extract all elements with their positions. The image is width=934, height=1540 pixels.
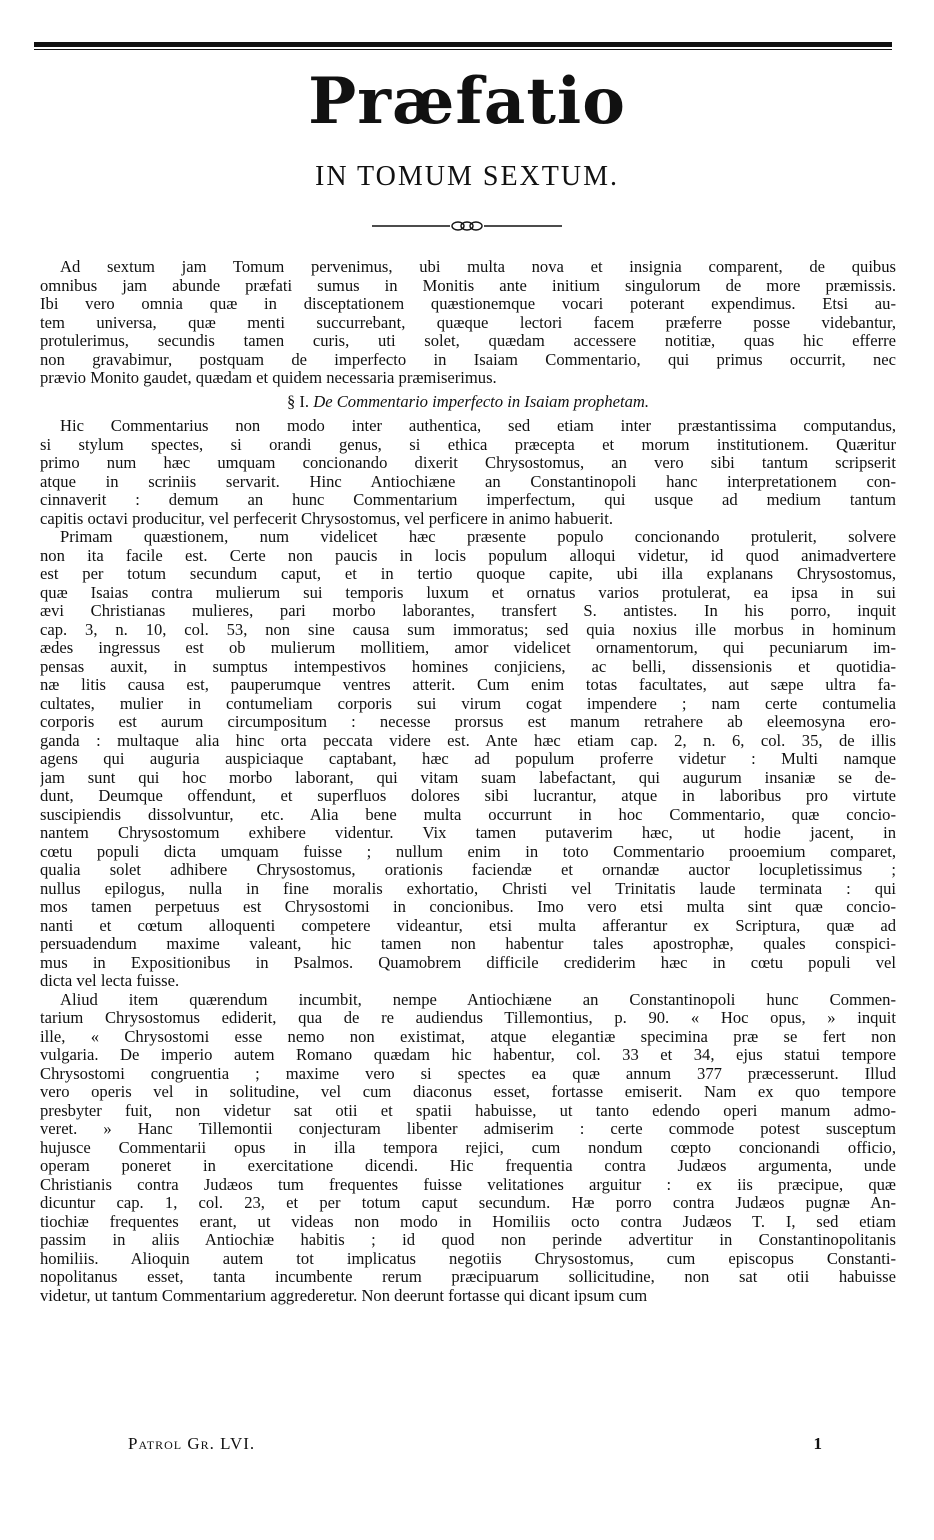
text-line: tiochiæ frequentes erant, ut videas non modo in Homiliis octo contra Judæos T. I, sed etiam [40, 1212, 896, 1231]
text-line: jam sunt qui hoc morbo laborant, qui vitam suam labefactant, qui augurum insaniæ se de- [40, 768, 896, 787]
footer-page-number: 1 [813, 1434, 822, 1453]
text-line: Primam quæstionem, num videlicet hæc præsente populo concionando protulerit, solvere [60, 528, 896, 546]
text-line: capitis octavi producitur, vel perfecerit Chrysostomus, vel perficere in animo habuerit. [40, 509, 614, 528]
text-line: nullus epilogus, nulla in fine moralis exhortatio, Christi vel Trinitatis laude terminata : qui [40, 879, 896, 898]
text-line: ædes ingressus est ob mulierum mollitiem, amor videlicet ornamentorum, qui pecuniarum im- [40, 639, 896, 657]
text-line: est per totum secundum caput, et in tertio quoque capite, ubi illa explanans Chrysostomus, [40, 565, 896, 583]
text-line: vulgaria. De imperio autem Romano quædam hic habentur, col. 33 et 34, ejus statui tempore [40, 1046, 896, 1064]
text-line: dunt, Deumque offendunt, et superfluos dolores sibi lucrantur, atque in laboribus pro virtute [40, 787, 896, 805]
text-line: dicta vel lecta fuisse. [40, 972, 180, 990]
ornament-divider-icon [372, 219, 562, 233]
intro-paragraph [40, 258, 896, 388]
text-line: ille, « Chrysostomi esse nemo non existimat, atque elegantiæ specimina præ se fert non [40, 1027, 896, 1046]
text-line: quæ Isaias contra mulierum sui temporis luxum et ornatus varios protulerat, ea ipsa in sui [40, 583, 896, 602]
page-subtitle: IN TOMUM SEXTUM. [315, 161, 619, 192]
text-line: nopolitanus esset, tanta incumbente rerum præcipuarum sollicitudine, non sat otii habuisse [40, 1268, 896, 1286]
top-double-rule [34, 42, 892, 50]
text-line: non gravabimur, postquam de imperfecto in Isaiam Commentario, qui primus occurrit, nec [40, 350, 896, 369]
text-line: operam poneret in exercitatione dicendi. Hic frequentia contra Judæos argumenta, unde [40, 1157, 896, 1175]
text-line: Aliud item quærendum incumbit, nempe Antiochiæne an Constantinopoli hunc Commen- [60, 990, 896, 1009]
text-line: cœtu populi dicta umquam fuisse ; nullum enim in toto Commentario prooemium comparet, [40, 842, 896, 861]
text-line: presbyter fuit, non videtur sat otii et spatii habuisse, ut tanto edendo operi manum admo- [40, 1101, 896, 1120]
text-line: dicuntur cap. 1, col. 23, et per totum caput secundum. Hæ porro contra Judæos pugnæ An- [40, 1194, 896, 1212]
text-line: protulerimus, secundis tamen curis, uti solet, quædam accessere notitiæ, quas hic efferre [40, 332, 896, 350]
footer-signature: Patrol Gr. LVI. [128, 1434, 256, 1453]
text-line: cultates, mulier in contumeliam corporis sui virum cogat impendere ; nam certe contumelia [40, 694, 896, 713]
section-number: § I. [286, 391, 310, 411]
section-title: De Commentario imperfecto in Isaiam prophetam. [313, 391, 650, 411]
paragraph-2 [40, 528, 896, 991]
text-line: atque in scriniis servarit. Hinc Antiochiæne an Constantinopoli hanc interpretationem con- [40, 472, 896, 491]
text-line: Christianis contra Judæos tum frequentes fuisse velitationes arguitur : ex iis præcipue, quæ [40, 1175, 896, 1194]
top-rule-thin [34, 49, 892, 50]
text-line: nantem Chrysostomum exhibere videntur. Vix tamen putaverim hæc, ut hodie jacent, in [40, 824, 896, 842]
text-line: si stylum spectes, si orandi genus, si ethica præcepta et morum institutionem. Quæritur [40, 435, 896, 454]
text-line: cinnaverit : demum an hunc Commentarium imperfectum, qui usque ad medium tantum [40, 491, 896, 509]
text-line: Ad sextum jam Tomum pervenimus, ubi multa nova et insignia comparent, de quibus [60, 258, 896, 276]
text-line: passim in aliis Antiochiæ habitis ; id quod non perinde advertitur in Constantinopolitanis [40, 1231, 896, 1249]
paragraph-1 [40, 417, 896, 528]
section-heading [40, 388, 896, 418]
text-line: prævio Monito gaudet, quædam et quidem necessaria præmiserimus. [40, 369, 497, 387]
text-line: tarium Chrysostomus ediderit, qua de re audiendus Tillemontius, p. 90. « Hoc opus, » inquit [40, 1009, 896, 1027]
paragraph-3 [40, 991, 896, 1306]
text-line: næ litis causa est, pauperumque ventres atterit. Cum enim totas facultates, aut sæpe ultra fa- [40, 676, 896, 694]
text-line: corporis est aurum circumpositum : necesse prorsus est manum retrahere ab eleemosyna ero- [40, 713, 896, 731]
text-line: Chrysostomi congruentia ; maxime vero si spectes ea quæ annum 377 præcesserunt. Illud [40, 1064, 896, 1083]
text-line: videtur, ut tantum Commentarium aggrederetur. Non deerunt fortasse qui dicant ipsum cum [40, 1286, 648, 1305]
top-rule-thick [34, 42, 892, 47]
text-line: qualia solet adhibere Chrysostomus, orationis faciendæ et ornandæ auctor locupletissimus ; [40, 861, 896, 879]
text-line: agens qui auguria auspiciaque captabant, hæc ad populum proferre videtur : Multi namque [40, 750, 896, 768]
text-line: ævi Christianas mulieres, pari morbo laborantes, transfert S. antistes. In his porro, inquit [40, 602, 896, 620]
text-line: Hic Commentarius non modo inter authentica, sed etiam inter præstantissima computandus, [60, 417, 896, 435]
body-text [40, 258, 896, 1305]
page-footer [128, 1434, 822, 1456]
text-line: hujusce Commentarii opus in illa tempora rejici, cum nondum cœpto concionandi officio, [40, 1138, 896, 1157]
text-line: nanti et cœtum alloquenti competere videantur, etsi multa afferantur ex Scriptura, quæ ad [40, 916, 896, 935]
text-line: tem universa, quæ menti succurrebant, quæque lectori facem præferre posse videbantur, [40, 313, 896, 332]
text-line: mus in Expositionibus in Psalmos. Quamobrem difficile crediderim hæc in cœtu populi vel [40, 953, 896, 972]
text-line: mos tamen perpetuus est Chrysostomi in concionibus. Imo vero etsi multa sint quæ concio- [40, 898, 896, 916]
text-line: suscipiendis dissolvuntur, etc. Alia bene multa occurrunt in hoc Commentario, quæ concio- [40, 805, 896, 824]
text-line: omnibus jam abunde præfati sumus in Monitis ante initium singulorum de more præmissis. [40, 276, 896, 295]
page-title: Præfatio [308, 64, 626, 139]
text-line: Ibi vero omnia quæ in disceptationem quæstionemque vocari poterant expendimus. Etsi au- [40, 295, 896, 313]
text-line: vero operis vel in solitudine, vel cum diaconus esset, fortasse emiserit. Nam ex quo tempore [40, 1083, 896, 1101]
text-line: ganda : multaque alia hinc orta peccata videre est. Ante hæc etiam cap. 2, n. 6, col. 35, de illis [40, 731, 896, 750]
text-line: pensas auxit, in sumptus intempestivos homines conjiciens, ac belli, dissensionis et quotidia- [40, 657, 896, 676]
text-line: veret. » Hanc Tillemontii conjecturam libenter admiserim : certe commode potest susceptum [40, 1120, 896, 1138]
text-line: cap. 3, n. 10, col. 53, non sine causa sum immoratus; sed quia noxius ille morbus in hominum [40, 620, 896, 639]
text-line: non ita facile est. Certe non paucis in locis populum alloqui videtur, id quod animadvertere [40, 546, 896, 565]
text-line: homiliis. Alioquin autem tot implicatus negotiis Chrysostomus, cum episcopus Constanti- [40, 1249, 896, 1268]
text-line: primo num hæc umquam concionando dixerit Chrysostomus, an vero sibi tantum scripserit [40, 454, 896, 472]
text-line: persuadendum maxime valeant, hic tamen non habentur tales apostrophæ, quales conspici- [40, 935, 896, 953]
